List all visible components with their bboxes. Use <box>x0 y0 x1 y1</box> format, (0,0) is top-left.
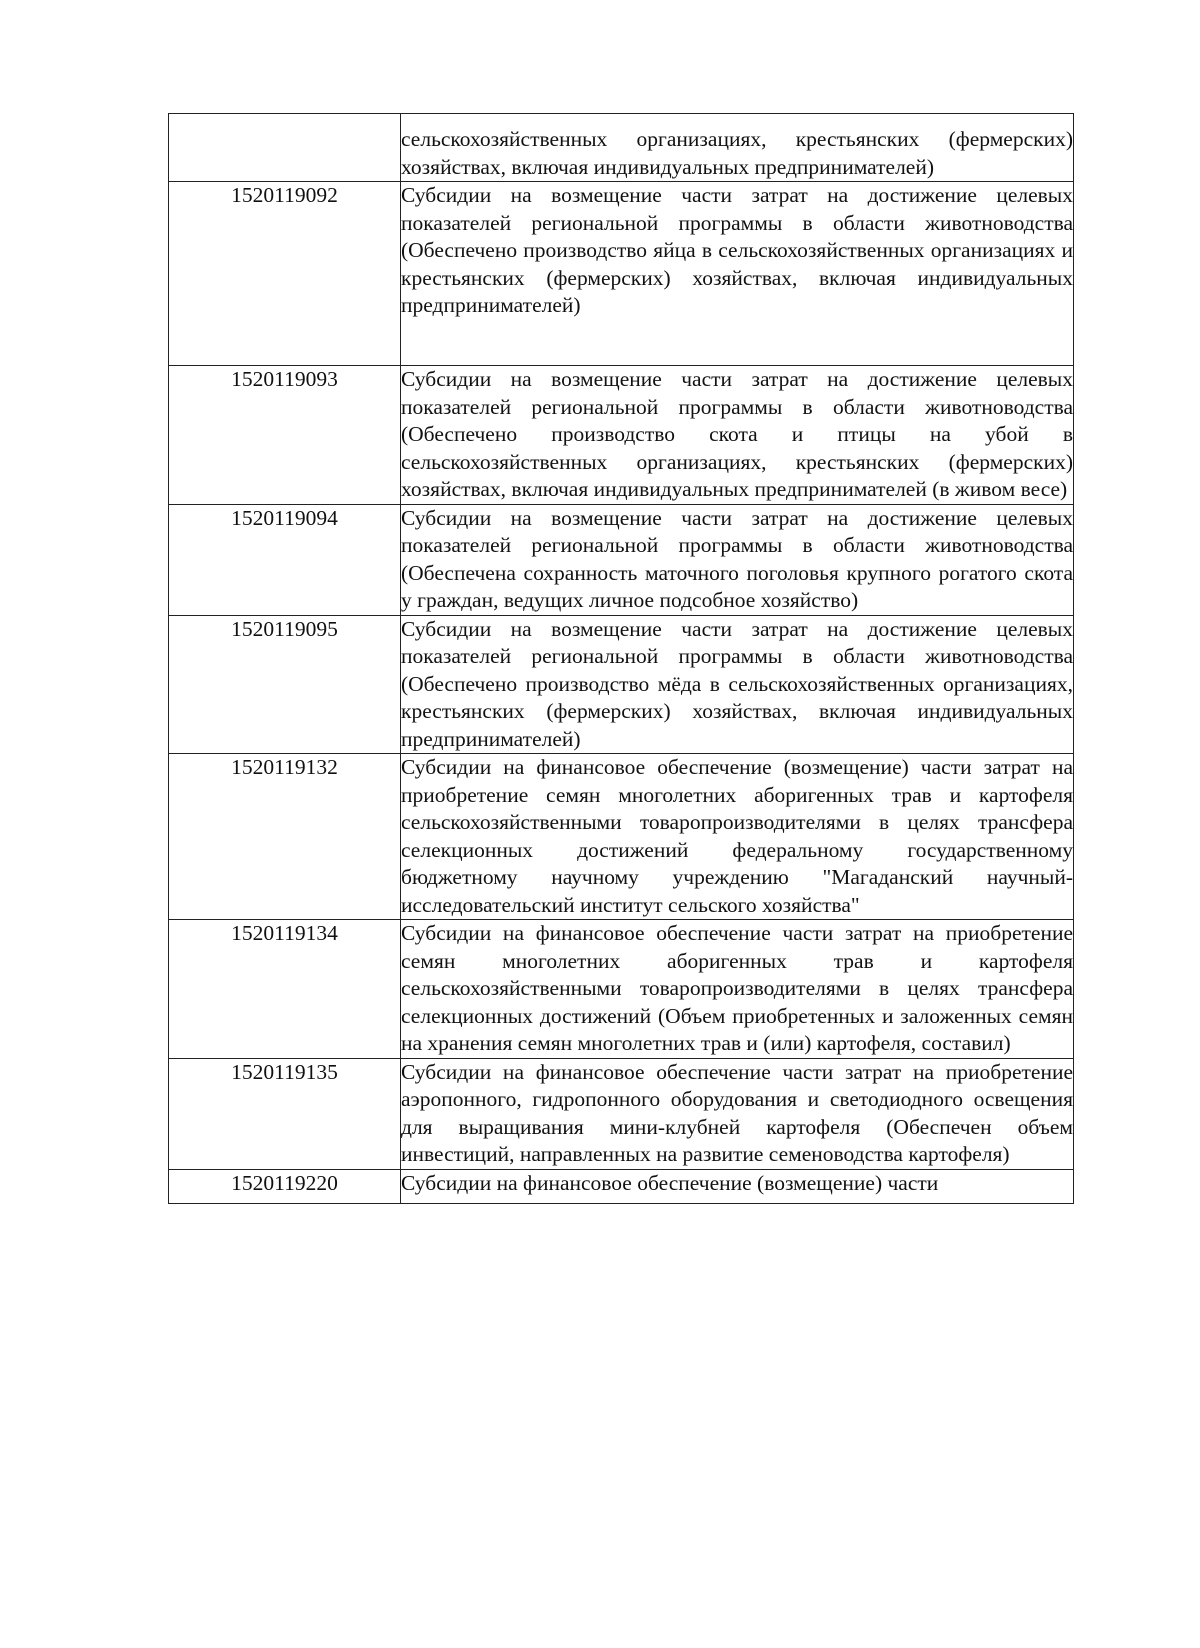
description-cell: сельскохозяйственных организациях, крестьянских (фермерских) хозяйствах, включая индивидуальных предпринимателей) <box>401 114 1074 182</box>
description-cell: Субсидии на возмещение части затрат на достижение целевых показателей региональной программы в области животноводства (Обеспечено производство мёда в сельскохозяйственных организациях, крестьянских (фермерских) хозяйствах, включая индивидуальных предпринимателей) <box>401 615 1074 754</box>
description-cell: Субсидии на финансовое обеспечение (возмещение) части <box>401 1169 1074 1204</box>
code-cell: 1520119220 <box>169 1169 401 1204</box>
code-cell: 1520119092 <box>169 182 401 366</box>
table-row <box>169 1169 1074 1204</box>
description-cell: Субсидии на возмещение части затрат на достижение целевых показателей региональной программы в области животноводства (Обеспечено производство яйца в сельскохозяйственных организациях и крестьянских (фермерских) хозяйствах, включая индивидуальных предпринимателей) <box>401 182 1074 366</box>
description-cell: Субсидии на возмещение части затрат на достижение целевых показателей региональной программы в области животноводства (Обеспечено производство скота и птицы на убой в сельскохозяйственных организациях, крестьянских (фермерских) хозяйствах, включая индивидуальных предпринимателей (в живом весе) <box>401 366 1074 505</box>
table-row <box>169 615 1074 754</box>
table-row <box>169 504 1074 615</box>
code-cell <box>169 114 401 182</box>
code-cell: 1520119094 <box>169 504 401 615</box>
code-cell: 1520119132 <box>169 754 401 920</box>
table-row <box>169 920 1074 1059</box>
table-row <box>169 182 1074 366</box>
table-row <box>169 1058 1074 1169</box>
table-row <box>169 366 1074 505</box>
code-cell: 1520119093 <box>169 366 401 505</box>
table-row <box>169 754 1074 920</box>
code-cell: 1520119135 <box>169 1058 401 1169</box>
description-cell: Субсидии на финансовое обеспечение части затрат на приобретение аэропонного, гидропонного оборудования и светодиодного освещения для выращивания мини-клубней картофеля (Обеспечен объем инвестиций, направленных на развитие семеноводства картофеля) <box>401 1058 1074 1169</box>
description-cell: Субсидии на возмещение части затрат на достижение целевых показателей региональной программы в области животноводства (Обеспечена сохранность маточного поголовья крупного рогатого скота у граждан, ведущих личное подсобное хозяйство) <box>401 504 1074 615</box>
code-cell: 1520119095 <box>169 615 401 754</box>
budget-code-table <box>168 113 1074 1204</box>
description-cell: Субсидии на финансовое обеспечение части затрат на приобретение семян многолетних аборигенных трав и картофеля сельскохозяйственными товаропроизводителями в целях трансфера селекционных достижений (Объем приобретенных и заложенных семян на хранения семян многолетних трав и (или) картофеля, составил) <box>401 920 1074 1059</box>
code-cell: 1520119134 <box>169 920 401 1059</box>
table-row <box>169 114 1074 182</box>
description-cell: Субсидии на финансовое обеспечение (возмещение) части затрат на приобретение семян многолетних аборигенных трав и картофеля сельскохозяйственными товаропроизводителями в целях трансфера селекционных достижений федеральному государственному бюджетному научному учреждению "Магаданский научный-исследовательский институт сельского хозяйства" <box>401 754 1074 920</box>
